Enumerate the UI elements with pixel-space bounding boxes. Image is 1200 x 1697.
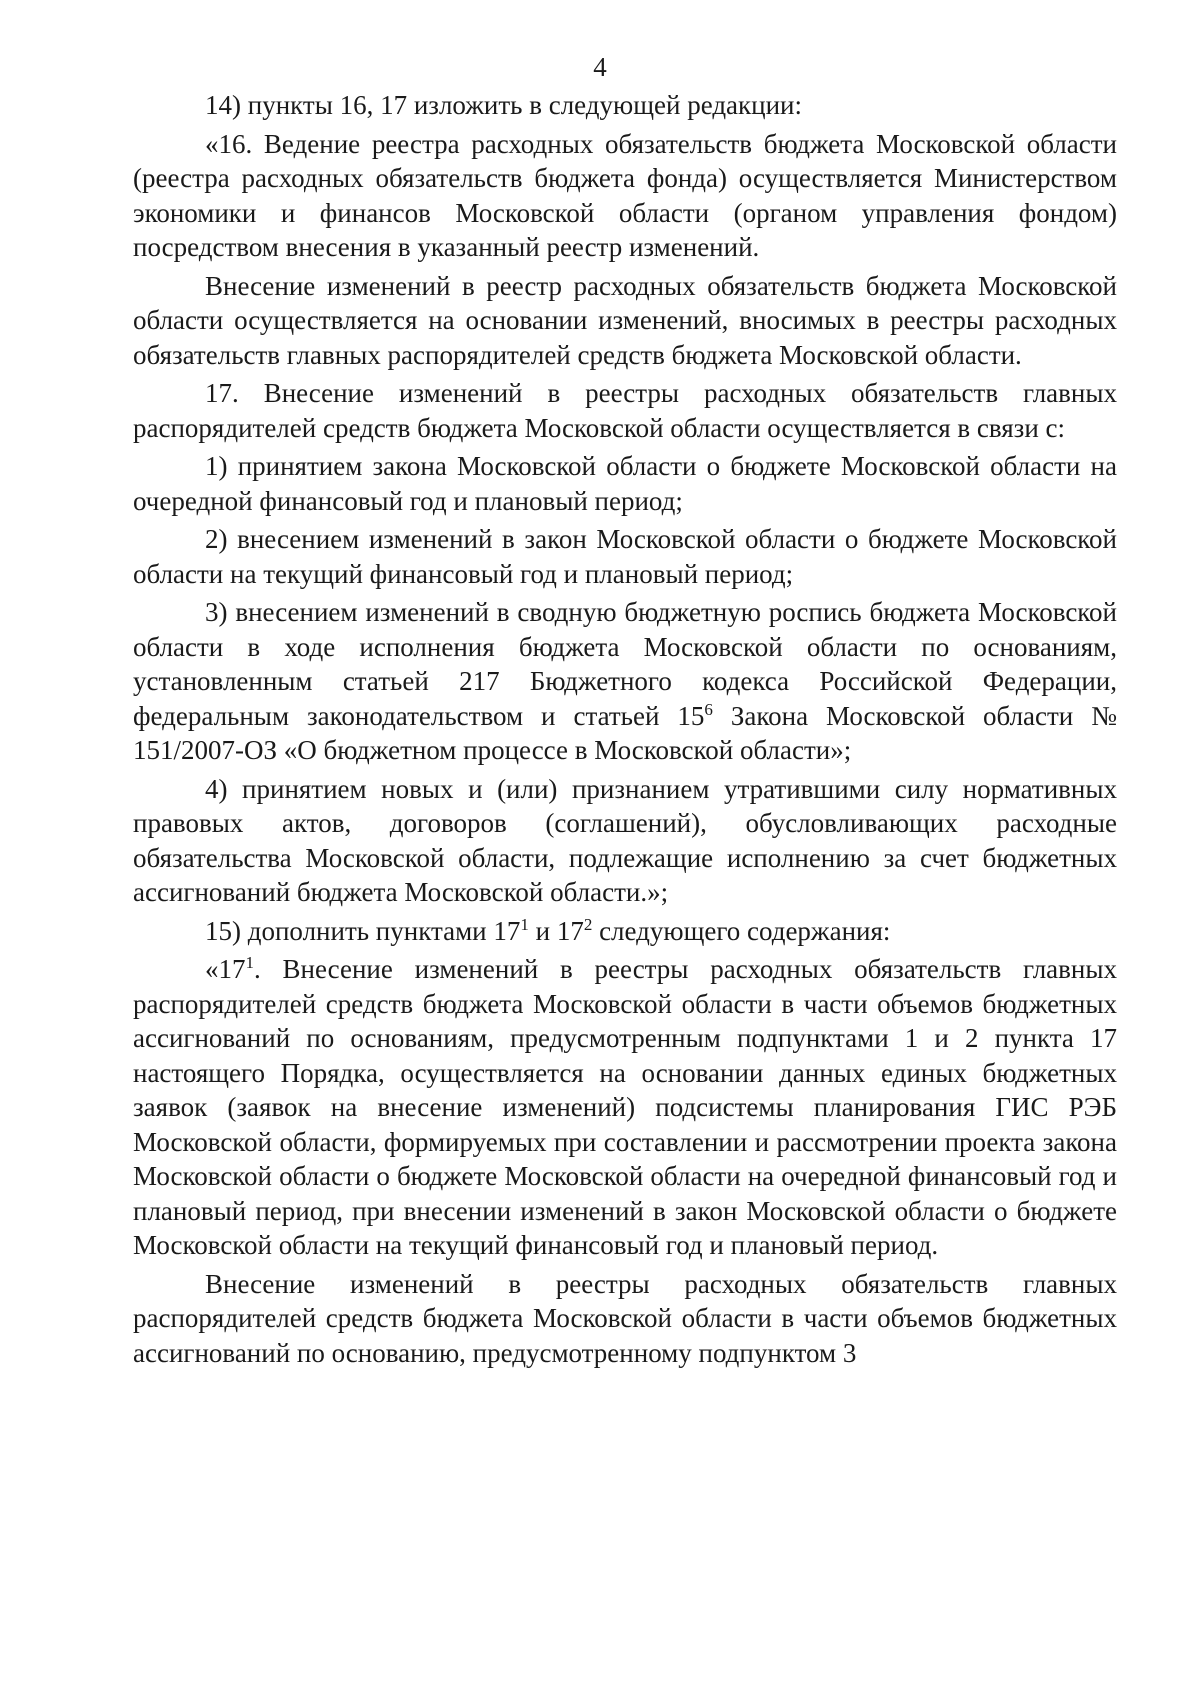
document-body [133,88,1117,1374]
paragraph-subpoint-4: 4) принятием новых и (или) признанием утратившими силу нормативных правовых актов, договоров (соглашений), обусловливающих расходные обязательства Московской области, подлежащие исполнению за счет бюджетных ассигнований бюджета Московской области.»; [133,773,1117,907]
paragraph-point-17: 17. Внесение изменений в реестры расходных обязательств главных распорядителей средств бюджета Московской области осуществляется в связи с: [133,378,1117,443]
paragraph-point-17-1-number: «17 [205,954,246,984]
point-superscript-1: 1 [520,914,529,934]
paragraph-point-17-1-text: . Внесение изменений в реестры расходных обязательств главных распорядителей средств бюджета Московской области в части объемов бюджетных ассигнований по основаниям, предусмотренным подпунктами 1 и 2 пункта 17 настоящего Порядка, осуществляется на основании данных единых бюджетных заявок (заявок на внесение изменений) подсистемы планирования ГИС РЭБ Московской области, формируемых при составлении и рассмотрении проекта закона Московской области о бюджете Московской области на очередной финансовый год и плановый период, при внесении изменений в закон Московской области о бюджете Московской области на текущий финансовый год и плановый период. [133,954,1117,1260]
paragraph-subpoint-3 [133,595,1117,768]
paragraph-item-15 [133,914,1117,949]
point-superscript-2: 2 [583,914,593,934]
paragraph-subpoint-3-text-end: Закона Московской области № 151/2007-ОЗ «О бюджетном процессе в Московской области»; [133,700,1117,765]
paragraph-point-17-1-continued: Внесение изменений в реестры расходных обязательств главных распорядителей средств бюджета Московской области в части объемов бюджетных ассигнований по основанию, предусмотренному подпунктом 3 [133,1268,1117,1368]
paragraph-item-14: 14) пункты 16, 17 изложить в следующей редакции: [205,90,803,120]
paragraph-point-16: «16. Ведение реестра расходных обязательств бюджета Московской области (реестра расходных обязательств бюджета фонда) осуществляется Министерством экономики и финансов Московской области (органом управления фондом) посредством внесения в указанный реестр изменений. [133,128,1117,262]
article-superscript: 6 [704,699,713,719]
paragraph-subpoint-1: 1) принятием закона Московской области о бюджете Московской области на очередной финансовый год и плановый период; [133,451,1117,516]
paragraph-point-17-1 [133,952,1117,1263]
paragraph-item-15-text-end: следующего содержания: [592,915,891,946]
paragraph-subpoint-2: 2) внесением изменений в закон Московской области о бюджете Московской области на текущий финансовый год и плановый период; [133,524,1117,589]
paragraph-subpoint-3-text: 3) внесением изменений в сводную бюджетную роспись бюджета Московской области в ходе исполнения бюджета Московской области по основаниям, установленным статьей 217 Бюджетного кодекса Российской Федерации, федеральным законодательством и статьей 15 [133,597,1117,731]
paragraph-item-15-text: 15) дополнить пунктами 17 [205,915,521,946]
paragraph-point-16-changes: Внесение изменений в реестр расходных обязательств бюджета Московской области осуществляется на основании изменений, вносимых в реестры расходных обязательств главных распорядителей средств бюджета Московской области. [133,270,1117,370]
page-number: 4 [593,52,607,82]
point-superscript: 1 [245,953,254,972]
paragraph-item-15-text-mid: и 17 [528,915,584,946]
